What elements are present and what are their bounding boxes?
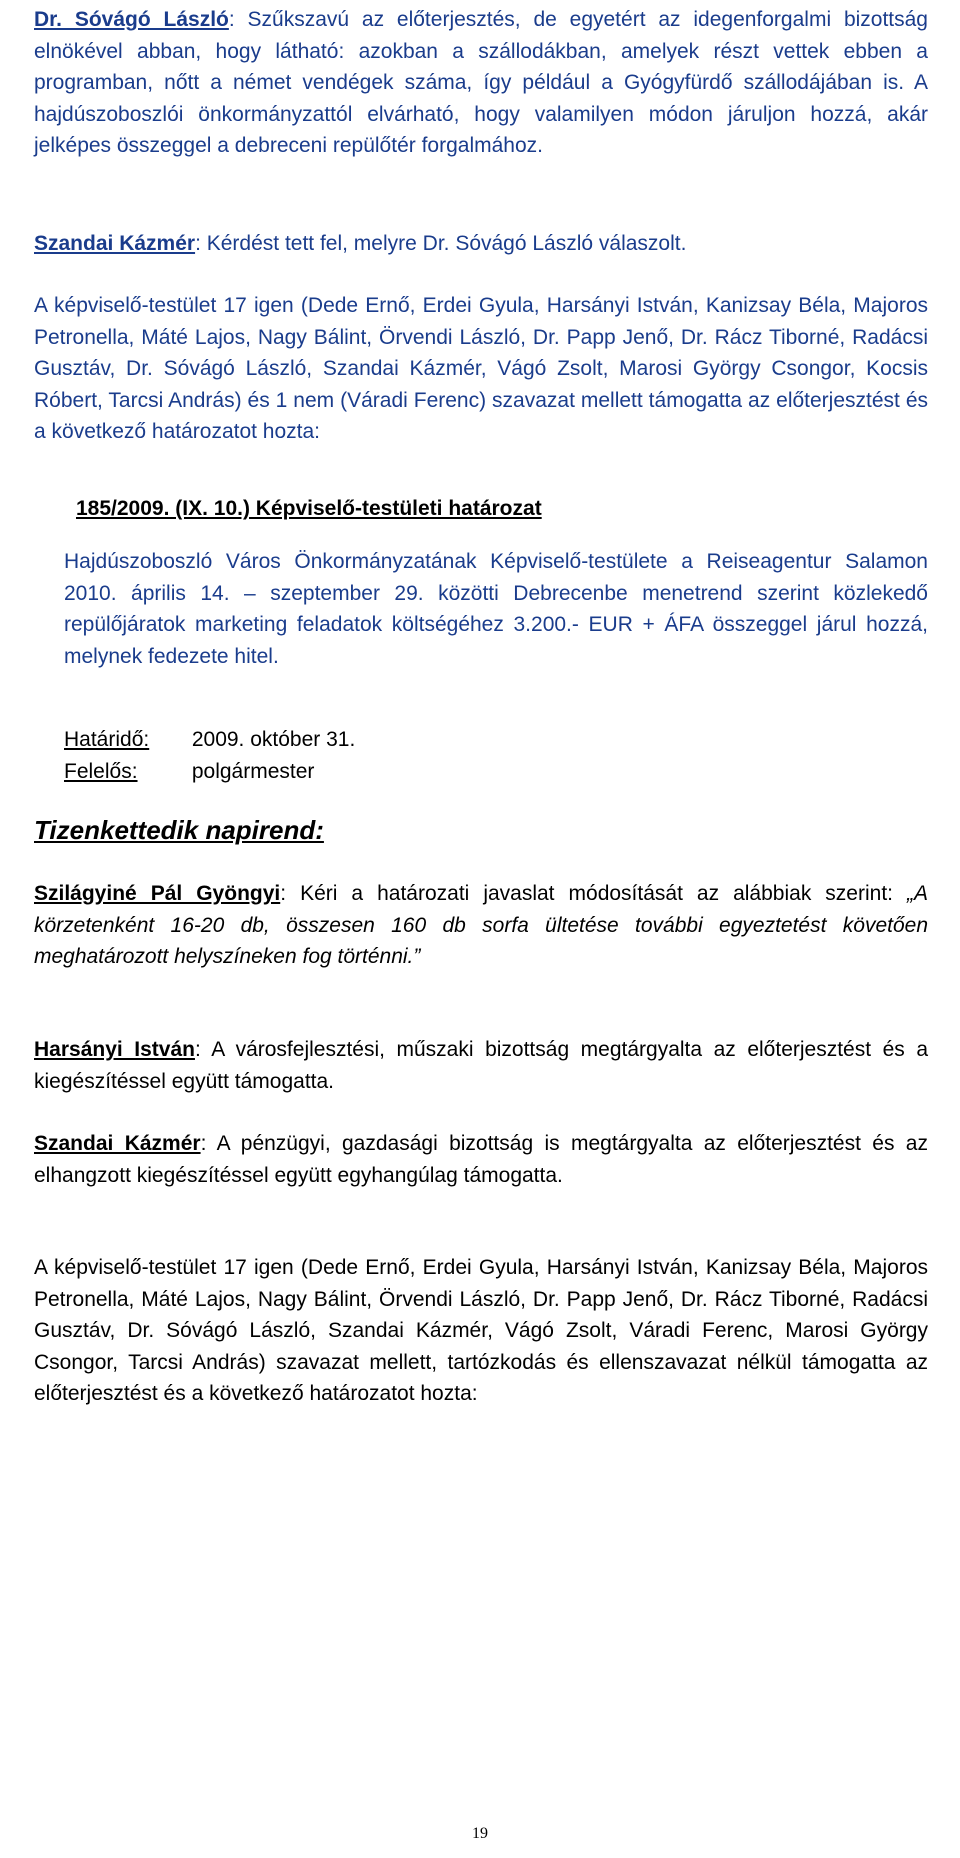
paragraph-szilagyine (34, 878, 928, 973)
speaker-name: Harsányi István (34, 1038, 195, 1061)
paragraph-vote-1 (34, 290, 928, 448)
speech-text: : A városfejlesztési, műszaki bizottság megtárgyalta az előterjesztést és a kiegészítéssel együtt támogatta. (34, 1038, 929, 1093)
vote-text: A képviselő-testület 17 igen (Dede Ernő, Erdei Gyula, Harsányi István, Kanizsay Béla, Majoros Petronella, Máté Lajos, Nagy Bálint, Örvendi László, Dr. Papp Jenő, Dr. Rácz Tiborné, Radácsi Gusztáv, Dr. Sóvágó László, Szandai Kázmér, Vágó Zsolt, Váradi Ferenc, Marosi György Csongor, Tarcsi András) szavazat mellett, tartózkodás és ellenszavazat nélkül támogatta az előterjesztést és a következő határozatot hozta: (34, 1256, 928, 1405)
paragraph-text (34, 228, 928, 260)
paragraph-text (34, 878, 928, 973)
speech-text: : Kéri a határozati javaslat módosítását az alábbiak szerint: (280, 882, 907, 905)
deadline-value: 2009. október 31. (191, 728, 356, 751)
speech-text: : Szűkszavú az előterjesztés, de egyetért az idegenforgalmi bizottság elnökével abban, hogy látható: azokban a szállodákban, amelyek részt vettek ebben a programban, nőtt a német vendégek száma, így például a Gyógyfürdő szállodájában is. A hajdúszoboszlói önkormányzattól elvárható, hogy valamilyen módon járuljon hozzá, akár jelképes összeggel a debreceni repülőtér forgalmához. (34, 8, 928, 157)
paragraph-szandai-question (34, 228, 928, 260)
speaker-name: Dr. Sóvágó László (34, 8, 229, 31)
resolution-text: Hajdúszoboszló Város Önkormányzatának Képviselő-testülete a Reiseagentur Salamon 2010. április 14. – szeptember 29. közötti Debrecenbe menetrend szerint közlekedő repülőjáratok marketing feladatok költségéhez 3.200.- EUR + ÁFA összeggel járul hozzá, melynek fedezete hitel. (64, 550, 928, 668)
resolution-body (64, 546, 928, 672)
resolution-title: 185/2009. (IX. 10.) Képviselő-testületi határozat (76, 497, 542, 520)
section-heading: Tizenkettedik napirend: (34, 815, 324, 845)
responsible-label: Felelős: (64, 760, 138, 783)
paragraph-sovago (34, 4, 928, 162)
speaker-name: Szandai Kázmér (34, 232, 196, 255)
paragraph-text (34, 1034, 928, 1097)
speech-text: : A pénzügyi, gazdasági bizottság is megtárgyalta az előterjesztést és az elhangzott kiegészítéssel együtt egyhangúlag támogatta. (34, 1132, 928, 1187)
responsible-row (64, 756, 314, 788)
speaker-name: Szandai Kázmér (34, 1132, 201, 1155)
page-number: 19 (472, 1825, 488, 1842)
paragraph-vote-2 (34, 1252, 928, 1410)
deadline-label: Határidő: (64, 728, 150, 751)
paragraph-text (34, 1128, 928, 1191)
vote-text: A képviselő-testület 17 igen (Dede Ernő, Erdei Gyula, Harsányi István, Kanizsay Béla, Majoros Petronella, Máté Lajos, Nagy Bálint, Örvendi László, Dr. Papp Jenő, Dr. Rácz Tiborné, Radácsi Gusztáv, Dr. Sóvágó László, Szandai Kázmér, Vágó Zsolt, Marosi György Csongor, Kocsis Róbert, Tarcsi András) és 1 nem (Váradi Ferenc) szavazat mellett támogatta az előterjesztést és a következő határozatot hozta: (34, 294, 928, 443)
speech-text: : Kérdést tett fel, melyre Dr. Sóvágó László válaszolt. (195, 232, 687, 255)
paragraph-harsanyi (34, 1034, 928, 1097)
speaker-name: Szilágyiné Pál Gyöngyi (34, 882, 281, 905)
paragraph-text (34, 4, 928, 162)
deadline-row (64, 724, 355, 756)
responsible-value: polgármester (191, 760, 315, 783)
paragraph-szandai-committee (34, 1128, 928, 1191)
quoted-amendment: „A körzetenként 16-20 db, összesen 160 db sorfa ültetése további egyeztetést követően meghatározott helyszíneken fog történni.” (34, 882, 928, 968)
